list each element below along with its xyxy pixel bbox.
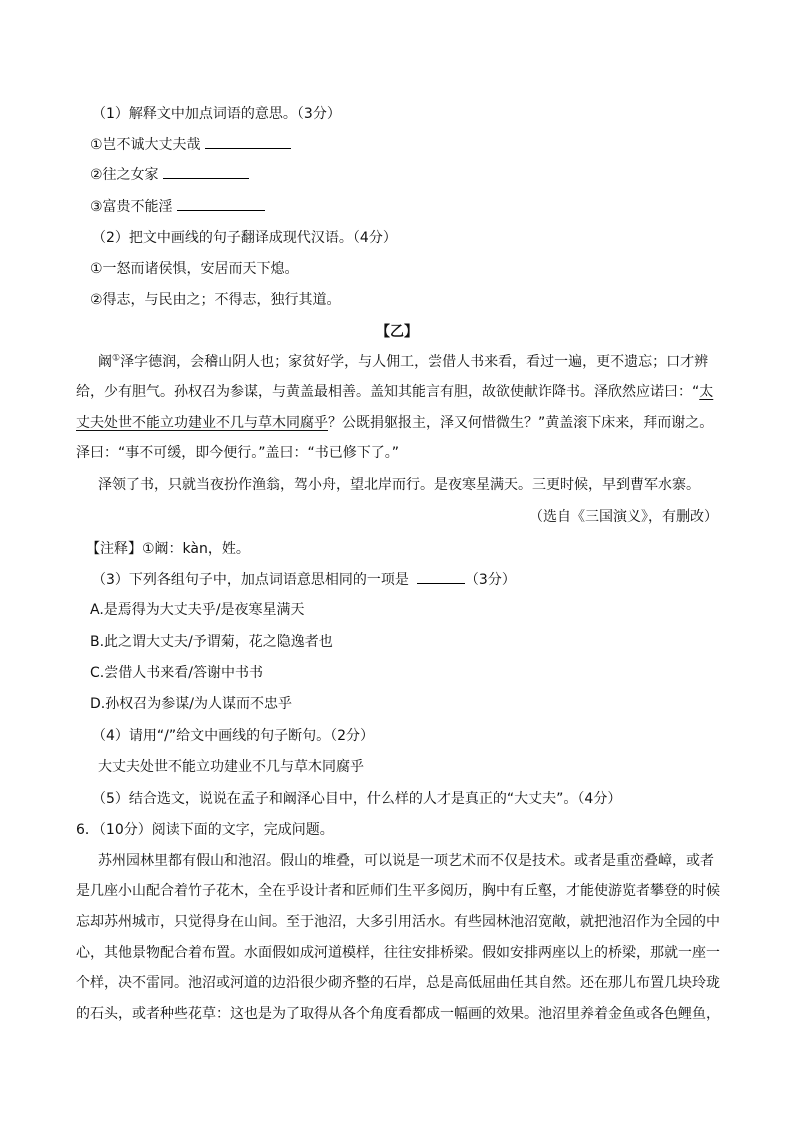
passage-yi-line-2-text: 给，少有胆气。孙权召为参谋，与黄盖最相善。盖知其能言有胆，故欲使献诈降书。泽欣然应诺曰：“ (76, 384, 700, 400)
footnote-marker: ① (112, 353, 121, 364)
annotation-note: 【注释】①阚：kàn，姓。 (86, 541, 250, 557)
passage-yi-para-2: 泽领了书，只就当夜扮作渔翁，驾小舟，望北岸而行。是夜寒星满天。三更时候，早到曹军水寨。 (98, 477, 700, 493)
q4-sentence: 大丈夫处世不能立功建业不几与草木同腐乎 (98, 759, 364, 775)
q3-option-c: C.尝借人书来看/答谢中书书 (90, 665, 263, 681)
question-3-score: （3分） (464, 572, 516, 588)
q1-item-3-text: ③富贵不能淫 (90, 199, 173, 215)
passage-yi-line-1-text: 泽字德润，会稽山阴人也；家贫好学，与人佣工，尝借人书来看，看过一遍，更不遗忘；口才辨 (120, 354, 709, 370)
answer-blank-q3[interactable] (417, 569, 465, 584)
passage-6-line-5: 个样，决不雷同。池沼或河道的边沿很少砌齐整的石岸，总是高低屈曲任其自然。还在那儿布置几块玲珑 (76, 975, 720, 991)
q2-item-1: ①一怒而诸侯惧，安居而天下熄。 (90, 261, 299, 277)
passage-yi-line-3-text: ？公既捐躯报主，泽又何惜微生？”黄盖滚下床来，拜而谢之。 (328, 415, 714, 431)
passage-6-line-1: 苏州园林里都有假山和池沼。假山的堆叠，可以说是一项艺术而不仅是技术。或者是重峦叠嶂，或者 (98, 853, 714, 869)
question-3-text: （3）下列各组句子中，加点词语意思相同的一项是 (92, 572, 409, 588)
question-1: （1）解释文中加点词语的意思。（3分） (92, 106, 341, 122)
passage-6-line-3: 忘却苏州城市，只觉得身在山间。至于池沼，大多引用活水。有些园林池沼宽敞，就把池沼作为全园的中 (76, 914, 720, 930)
q2-item-2: ②得志，与民由之；不得志，独行其道。 (90, 292, 341, 308)
q1-item-1 (90, 134, 291, 155)
passage-6-line-2: 是几座小山配合着竹子花木，全在乎设计者和匠师们生平多阅历，胸中有丘壑，才能使游览者攀登的时候 (76, 883, 720, 899)
source-citation: （选自《三国演义》，有删改） (529, 509, 718, 525)
q3-option-d: D.孙权召为参谋/为人谋而不忠乎 (90, 696, 292, 712)
passage-yi-line-2 (76, 382, 713, 402)
section-heading-yi: 【乙】 (376, 324, 418, 340)
answer-blank-2[interactable] (163, 164, 249, 179)
passage-yi-line-3 (76, 413, 713, 433)
underlined-sentence-start: 太 (699, 384, 714, 400)
q3-option-b: B.此之谓大丈夫/予谓菊，花之隐逸者也 (90, 634, 333, 650)
passage-6-line-6: 的石头，或者种些花草：这也是为了取得从各个角度看都成一幅画的效果。池沼里养着金鱼或各色鲤鱼， (76, 1006, 720, 1022)
passage-yi-line-1 (98, 352, 708, 372)
passage-6-line-4: 心，其他景物配合着布置。水面假如成河道模样，往往安排桥梁。假如安排两座以上的桥梁，那就一座一 (76, 945, 720, 961)
passage-yi-line-4: 泽曰：“事不可缓，即今便行。”盖曰：“书已修下了。” (76, 445, 400, 461)
q1-item-1-text: ①岂不诚大丈夫哉 (90, 137, 201, 153)
answer-blank-1[interactable] (205, 134, 291, 149)
question-6: 6．（10分）阅读下面的文字，完成问题。 (76, 822, 334, 838)
question-2: （2）把文中画线的句子翻译成现代汉语。（4分） (92, 230, 397, 246)
q3-option-a: A.是焉得为大丈夫乎/是夜寒星满天 (90, 602, 305, 618)
underlined-sentence: 丈夫处世不能立功建业不几与草木同腐乎 (76, 415, 328, 431)
q1-item-2-text: ②往之女家 (90, 167, 159, 183)
q1-item-3 (90, 196, 265, 217)
question-5: （5）结合选文，说说在孟子和阚泽心目中，什么样的人才是真正的“大丈夫”。（4分） (92, 791, 622, 807)
q1-item-2 (90, 164, 249, 185)
question-3 (92, 569, 516, 590)
answer-blank-3[interactable] (177, 196, 265, 211)
question-4: （4）请用“/”给文中画线的句子断句。（2分） (92, 728, 375, 744)
surname-kan: 阚 (98, 354, 112, 370)
